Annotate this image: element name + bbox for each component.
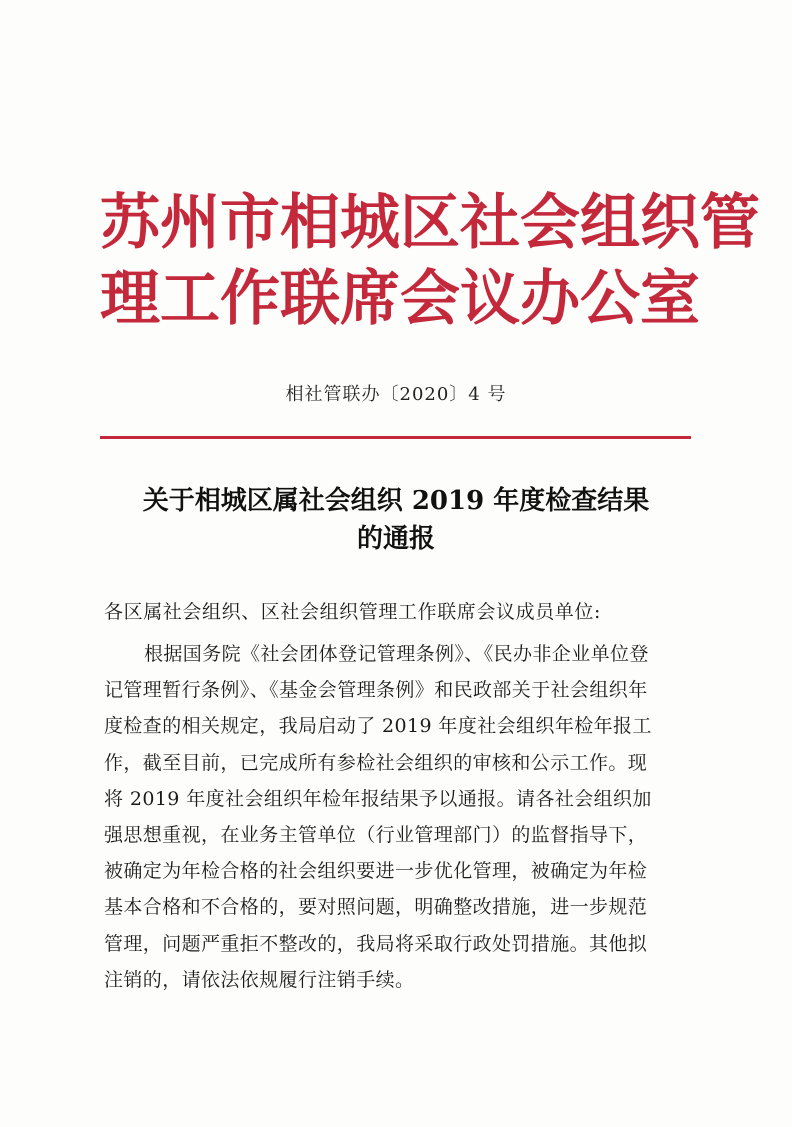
issuing-office-title-line-1: 苏州市相城区社会组织管	[100, 188, 760, 258]
body-line: 注销的，请依法依规履行注销手续。	[104, 968, 415, 991]
body-line: 被确定为年检合格的社会组织要进一步优化管理，被确定为年检	[104, 860, 648, 883]
body-line: 基本合格和不合格的，要对照问题，明确整改措施，进一步规范	[104, 896, 648, 919]
document-title	[0, 482, 792, 558]
document-title-line-2: 的通报	[356, 524, 435, 554]
issuing-office-title-line-2: 理工作联席会议办公室	[100, 264, 700, 334]
body-line: 将 2019 年度社会组织年检年报结果予以通报。请各社会组织加	[104, 787, 652, 810]
body-paragraph	[104, 636, 704, 998]
salutation: 各区属社会组织、区社会组织管理工作联席会议成员单位:	[104, 601, 602, 623]
body-line: 度检查的相关规定，我局启动了 2019 年度社会组织年检年报工	[104, 715, 652, 738]
document-number: 相社管联办〔2020〕4 号	[285, 384, 507, 405]
body-line: 记管理暂行条例》、《基金会管理条例》和民政部关于社会组织年	[104, 679, 648, 702]
document-title-line-1: 关于相城区属社会组织 2019 年度检查结果	[142, 486, 650, 516]
red-divider-line	[100, 436, 691, 439]
body-line: 管理，问题严重拒不整改的，我局将采取行政处罚措施。其他拟	[104, 932, 648, 955]
body-line: 作，截至目前，已完成所有参检社会组织的审核和公示工作。现	[104, 751, 648, 774]
body-line: 根据国务院《社会团体登记管理条例》、《民办非企业单位登	[144, 643, 649, 665]
body-line: 强思想重视，在业务主管单位（行业管理部门）的监督指导下，	[104, 824, 648, 847]
issuing-office-title	[100, 185, 760, 337]
